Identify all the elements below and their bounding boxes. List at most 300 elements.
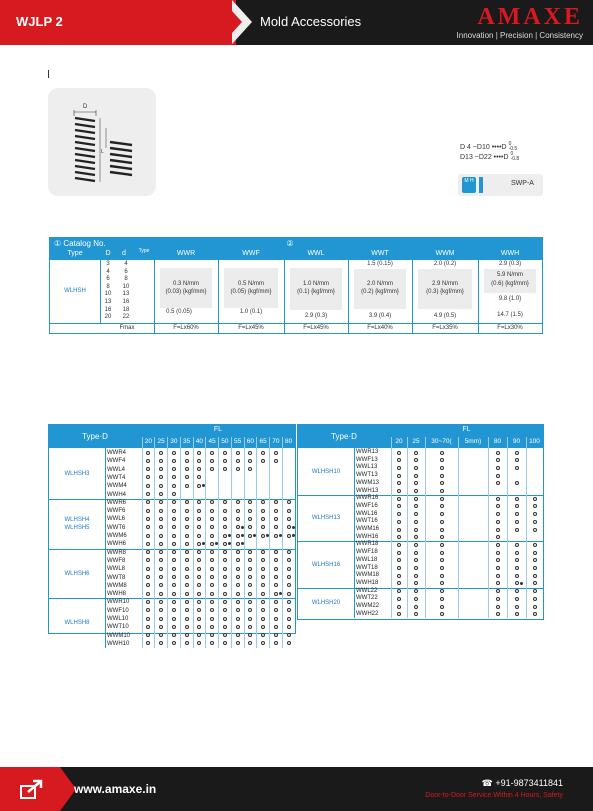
stock-open-marker: [197, 509, 201, 513]
stock-open-marker: [414, 558, 418, 562]
stock-open-marker: [496, 566, 500, 570]
stock-open-marker: [248, 617, 252, 621]
catalog-number-heading: ① Catalog No.: [54, 239, 106, 248]
stock-open-marker: [414, 574, 418, 578]
stock-open-marker: [223, 625, 227, 629]
stock-open-marker: [159, 467, 163, 471]
stock-open-marker: [210, 592, 214, 596]
wwh-top: 2.9 (0.3): [498, 261, 522, 267]
stock-open-marker: [515, 512, 519, 516]
stock-open-marker: [223, 558, 227, 562]
wwr-rate-kgf: (0.03) {kgf/mm}: [165, 289, 207, 295]
tol-lower-1: -0.5: [508, 146, 518, 152]
stock-open-marker: [261, 592, 265, 596]
column-divider: [244, 437, 245, 648]
fl-right-fl-label: FL: [462, 426, 471, 433]
header: [0, 0, 593, 45]
stock-open-marker: [261, 567, 265, 571]
fl-row-model: WWL10: [107, 616, 129, 622]
catalog-D-value: 20: [104, 314, 112, 321]
stock-open-marker: [287, 534, 291, 538]
stock-open-marker: [159, 600, 163, 604]
stock-open-marker: [210, 525, 214, 529]
col-wwf: WWF: [242, 250, 260, 257]
fl-column-header: 45: [208, 438, 216, 445]
stock-open-marker: [185, 484, 189, 488]
stock-open-marker: [236, 567, 240, 571]
stock-open-marker: [414, 466, 418, 470]
stock-open-marker: [515, 558, 519, 562]
stock-open-marker: [248, 558, 252, 562]
stock-open-marker: [274, 517, 278, 521]
stock-open-marker: [440, 497, 444, 501]
brand-logo: [457, 5, 583, 40]
stock-open-marker: [533, 574, 537, 578]
stock-open-marker: [159, 517, 163, 521]
fl-column-header: 50: [221, 438, 229, 445]
stock-open-marker: [159, 459, 163, 463]
stock-open-marker: [533, 581, 537, 585]
fl-left-type-label: Type·D: [82, 432, 108, 441]
stock-open-marker: [210, 608, 214, 612]
stock-open-marker: [159, 542, 163, 546]
stock-open-marker: [287, 608, 291, 612]
type-divider: [105, 448, 106, 648]
stock-open-marker: [248, 525, 252, 529]
column-divider: [231, 437, 232, 648]
stock-open-marker: [397, 474, 401, 478]
stock-open-marker: [223, 451, 227, 455]
stock-open-marker: [185, 509, 189, 513]
fl-row-model: WWT22: [356, 595, 378, 602]
stock-open-marker: [159, 451, 163, 455]
stock-open-marker: [210, 567, 214, 571]
fl-row-model: WWR18: [356, 541, 379, 548]
col-wwm: WWM: [435, 250, 455, 257]
stock-open-marker: [440, 512, 444, 516]
stock-open-marker: [261, 517, 265, 521]
fl-row-model: WWH10: [107, 640, 130, 647]
stock-open-marker: [172, 542, 176, 546]
fl-row-model: WWR4: [107, 450, 126, 456]
stock-open-marker: [440, 451, 444, 455]
stock-open-marker: [261, 534, 265, 538]
stock-open-marker: [287, 592, 291, 596]
stock-open-marker: [185, 633, 189, 637]
stock-open-marker: [287, 575, 291, 579]
stock-open-marker: [440, 605, 444, 609]
stock-open-marker: [185, 467, 189, 471]
stock-open-marker: [414, 581, 418, 585]
fl-row-model: WWT10: [107, 624, 129, 631]
stock-open-marker: [248, 509, 252, 513]
fl-right-type-label: Type·D: [331, 432, 357, 441]
stock-open-marker: [197, 583, 201, 587]
stock-open-marker: [223, 617, 227, 621]
wwl-rate-kgf: (0.1) {kgf/mm}: [297, 289, 335, 295]
stock-open-marker: [248, 459, 252, 463]
stock-open-marker: [440, 589, 444, 593]
stock-open-marker: [197, 484, 201, 488]
fl-column-header: 25: [412, 438, 420, 445]
stock-open-marker: [287, 509, 291, 513]
stock-open-marker: [261, 500, 265, 504]
stock-open-marker: [236, 641, 240, 645]
stock-open-marker: [185, 641, 189, 645]
stock-open-marker: [248, 575, 252, 579]
stock-open-marker: [172, 475, 176, 479]
stock-open-marker: [248, 517, 252, 521]
l-dimension-label: L: [101, 149, 104, 155]
stock-open-marker: [440, 581, 444, 585]
fl-column-header: 40: [195, 438, 203, 445]
stock-open-marker: [159, 525, 163, 529]
stock-open-marker: [287, 625, 291, 629]
catalog-D-value: 10: [104, 291, 112, 298]
fl-row-model: WWM10: [107, 632, 130, 639]
stock-filled-marker: [292, 534, 295, 537]
stock-open-marker: [440, 474, 444, 478]
fl-row-model: WWF13: [356, 456, 378, 463]
stock-open-marker: [159, 592, 163, 596]
stock-open-marker: [210, 600, 214, 604]
stock-open-marker: [397, 451, 401, 455]
stock-open-marker: [197, 567, 201, 571]
stock-open-marker: [414, 497, 418, 501]
stock-open-marker: [146, 550, 150, 554]
stock-open-marker: [287, 583, 291, 587]
wwm-rate-kgf: (0.3) {kgf/mm}: [426, 289, 464, 295]
stock-open-marker: [515, 481, 519, 485]
stock-open-marker: [197, 625, 201, 629]
stock-open-marker: [197, 575, 201, 579]
stock-open-marker: [197, 550, 201, 554]
stock-open-marker: [172, 608, 176, 612]
stock-open-marker: [515, 597, 519, 601]
stock-open-marker: [414, 551, 418, 555]
stock-open-marker: [172, 625, 176, 629]
stock-open-marker: [159, 558, 163, 562]
stock-open-marker: [223, 583, 227, 587]
catalog-d-value: 10: [122, 283, 130, 290]
fl-row-model: WWH8: [107, 591, 126, 598]
stock-open-marker: [223, 459, 227, 463]
material-code: M H: [462, 177, 476, 193]
fl-row-model: WWR8: [107, 549, 126, 556]
fl-group-name: WLHSH20: [311, 600, 341, 606]
stock-open-marker: [146, 633, 150, 637]
stock-open-marker: [496, 574, 500, 578]
fl-group-name: WLHSH8: [64, 620, 90, 627]
stock-open-marker: [172, 534, 176, 538]
stock-open-marker: [397, 528, 401, 532]
stock-open-marker: [261, 451, 265, 455]
stock-open-marker: [159, 567, 163, 571]
stock-open-marker: [414, 605, 418, 609]
stock-open-marker: [496, 512, 500, 516]
stock-open-marker: [261, 509, 265, 513]
stock-open-marker: [185, 500, 189, 504]
stock-open-marker: [515, 605, 519, 609]
catalog-d-value: 22: [122, 314, 130, 321]
stock-open-marker: [223, 600, 227, 604]
fmax-wwr: F=Lx60%: [173, 325, 199, 331]
stock-open-marker: [197, 608, 201, 612]
stock-open-marker: [261, 525, 265, 529]
stock-open-marker: [515, 574, 519, 578]
stock-open-marker: [197, 475, 201, 479]
stock-open-marker: [261, 583, 265, 587]
stock-open-marker: [248, 467, 252, 471]
fl-column-header: 65: [259, 438, 267, 445]
d-dimension-label: D: [83, 104, 88, 110]
stock-open-marker: [236, 600, 240, 604]
stock-open-marker: [397, 589, 401, 593]
stock-open-marker: [146, 451, 150, 455]
tolerance-text-1: D 4 ~D10 ••••D: [460, 143, 507, 151]
stock-open-marker: [172, 633, 176, 637]
wwr-rate: 0.3 N/mm: [172, 281, 199, 287]
stock-open-marker: [440, 558, 444, 562]
stock-open-marker: [223, 608, 227, 612]
stock-open-marker: [440, 574, 444, 578]
stock-open-marker: [440, 489, 444, 493]
stock-open-marker: [159, 534, 163, 538]
stock-open-marker: [533, 504, 537, 508]
stock-open-marker: [414, 589, 418, 593]
fl-row-model: WWL6: [107, 516, 125, 523]
stock-open-marker: [533, 566, 537, 570]
stock-open-marker: [287, 517, 291, 521]
stock-open-marker: [261, 641, 265, 645]
stock-open-marker: [414, 597, 418, 601]
stock-open-marker: [172, 500, 176, 504]
column-divider: [256, 437, 257, 648]
wwm-rate: 2.9 N/mm: [431, 281, 458, 287]
fl-column-header: 55: [234, 438, 242, 445]
stock-open-marker: [274, 509, 278, 513]
fmax-wwf: F=Lx45%: [238, 325, 264, 331]
stock-open-marker: [515, 528, 519, 532]
fl-row-model: WWR16: [356, 495, 379, 502]
stock-open-marker: [236, 517, 240, 521]
stock-open-marker: [236, 550, 240, 554]
stock-open-marker: [414, 512, 418, 516]
fl-table-right: [297, 424, 544, 620]
stock-open-marker: [515, 566, 519, 570]
fl-left-fl-label: FL: [213, 426, 223, 433]
stock-open-marker: [210, 542, 214, 546]
stock-open-marker: [274, 633, 278, 637]
tol-upper-2: 0: [510, 151, 514, 157]
fl-row-model: WWT13: [356, 472, 378, 479]
stock-open-marker: [515, 504, 519, 508]
stock-open-marker: [533, 497, 537, 501]
col-type-diag: Type: [138, 248, 150, 254]
stock-open-marker: [236, 500, 240, 504]
catalog-D-value: 8: [106, 283, 110, 290]
stock-open-marker: [496, 504, 500, 508]
stock-open-marker: [185, 592, 189, 596]
stock-filled-marker: [292, 526, 295, 529]
column-divider: [488, 437, 489, 618]
stock-open-marker: [261, 633, 265, 637]
stock-open-marker: [159, 625, 163, 629]
website-link[interactable]: www.amaxe.in: [74, 782, 157, 796]
wwh-mid: 9.8 {1.0}: [498, 296, 522, 302]
stock-open-marker: [197, 500, 201, 504]
stock-open-marker: [159, 633, 163, 637]
stock-open-marker: [185, 451, 189, 455]
stock-open-marker: [159, 617, 163, 621]
fl-row-model: WWM4: [107, 483, 127, 490]
fl-row-model: WWT18: [356, 564, 378, 571]
stock-open-marker: [185, 567, 189, 571]
fl-table-left: [48, 424, 296, 647]
stock-open-marker: [236, 583, 240, 587]
tolerance-row-2: [460, 152, 519, 162]
stock-open-marker: [515, 581, 519, 585]
stock-open-marker: [159, 500, 163, 504]
tolerance-limits-2: [511, 152, 520, 162]
stock-open-marker: [397, 551, 401, 555]
stock-open-marker: [146, 617, 150, 621]
stock-open-marker: [287, 567, 291, 571]
stock-open-marker: [440, 520, 444, 524]
stock-open-marker: [397, 574, 401, 578]
stock-open-marker: [146, 492, 150, 496]
stock-open-marker: [172, 550, 176, 554]
catalog-d-value: 18: [122, 306, 130, 313]
stock-open-marker: [210, 558, 214, 562]
stock-open-marker: [274, 600, 278, 604]
fl-row-model: WWL16: [356, 510, 378, 517]
stock-open-marker: [223, 633, 227, 637]
stock-open-marker: [236, 575, 240, 579]
stock-open-marker: [146, 534, 150, 538]
stock-open-marker: [146, 475, 150, 479]
stock-open-marker: [210, 517, 214, 521]
fl-row-model: WWR13: [356, 449, 379, 455]
stock-open-marker: [414, 520, 418, 524]
stock-open-marker: [172, 600, 176, 604]
stock-open-marker: [185, 617, 189, 621]
stock-open-marker: [496, 543, 500, 547]
fmax-label: Fmax: [119, 325, 135, 331]
stock-open-marker: [533, 512, 537, 516]
stock-open-marker: [159, 509, 163, 513]
stock-open-marker: [274, 567, 278, 571]
stock-open-marker: [248, 500, 252, 504]
stock-open-marker: [146, 542, 150, 546]
column-divider: [205, 437, 206, 648]
stock-open-marker: [146, 558, 150, 562]
tolerance-text-2: D13 ~D22 ••••D: [460, 153, 509, 161]
fl-row-model: WWL13: [356, 464, 378, 471]
stock-open-marker: [414, 535, 418, 539]
stock-open-marker: [223, 500, 227, 504]
stock-open-marker: [397, 520, 401, 524]
stock-open-marker: [172, 641, 176, 645]
material-badge: [458, 174, 543, 196]
catalog-d-value: 13: [122, 291, 130, 298]
stock-open-marker: [515, 451, 519, 455]
stock-open-marker: [223, 467, 227, 471]
catalog-D-value: 13: [104, 299, 112, 305]
stock-open-marker: [397, 566, 401, 570]
column-divider: [458, 437, 459, 618]
stock-open-marker: [159, 492, 163, 496]
stock-open-marker: [248, 600, 252, 604]
stock-open-marker: [533, 605, 537, 609]
stock-open-marker: [185, 475, 189, 479]
header-red-arrow: [222, 0, 242, 44]
stock-open-marker: [274, 558, 278, 562]
fl-row-model: WWT6: [107, 524, 126, 531]
stock-open-marker: [248, 534, 252, 538]
fl-row-model: WWT4: [107, 474, 126, 481]
stock-open-marker: [248, 625, 252, 629]
stock-open-marker: [397, 489, 401, 493]
stock-open-marker: [248, 583, 252, 587]
stock-open-marker: [287, 641, 291, 645]
stock-open-marker: [496, 451, 500, 455]
stock-open-marker: [440, 543, 444, 547]
stock-open-marker: [248, 633, 252, 637]
stock-open-marker: [287, 500, 291, 504]
stock-open-marker: [185, 575, 189, 579]
stock-open-marker: [223, 550, 227, 554]
stock-open-marker: [440, 481, 444, 485]
stock-open-marker: [261, 558, 265, 562]
fl-group-name: WLHSH16: [311, 561, 341, 568]
stock-open-marker: [414, 504, 418, 508]
fl-row-model: WWF10: [107, 607, 129, 614]
wwf-bottom: 1.0 (0.1): [239, 309, 263, 315]
fl-row-model: WWR6: [107, 499, 126, 506]
column-divider: [154, 437, 155, 648]
type-divider: [354, 448, 355, 618]
stock-open-marker: [274, 525, 278, 529]
stock-open-marker: [210, 633, 214, 637]
stock-open-marker: [440, 466, 444, 470]
catalog-D-value: 16: [104, 306, 112, 313]
stock-open-marker: [496, 466, 500, 470]
stock-open-marker: [248, 592, 252, 596]
stock-open-marker: [146, 509, 150, 513]
tol-upper-1: 0: [508, 141, 512, 147]
wwt-rate-kgf: (0.2) {kgf/mm}: [361, 289, 399, 295]
stock-open-marker: [197, 641, 201, 645]
col-wwt: WWT: [371, 250, 389, 257]
fl-column-header: 25: [157, 438, 165, 445]
stock-open-marker: [197, 525, 201, 529]
fl-row-model: WWH13: [356, 487, 379, 494]
stock-open-marker: [440, 458, 444, 462]
stock-open-marker: [185, 583, 189, 587]
stock-open-marker: [197, 542, 201, 546]
stock-open-marker: [185, 542, 189, 546]
fl-row-model: WWL8: [107, 566, 125, 573]
stock-open-marker: [274, 500, 278, 504]
wwh-bottom: 14.7 (1.5): [497, 312, 523, 318]
column-divider: [425, 437, 426, 618]
stock-open-marker: [496, 497, 500, 501]
stock-open-marker: [172, 517, 176, 521]
group-divider: [49, 598, 295, 599]
fl-row-model: WWT8: [107, 574, 126, 581]
stock-open-marker: [223, 575, 227, 579]
